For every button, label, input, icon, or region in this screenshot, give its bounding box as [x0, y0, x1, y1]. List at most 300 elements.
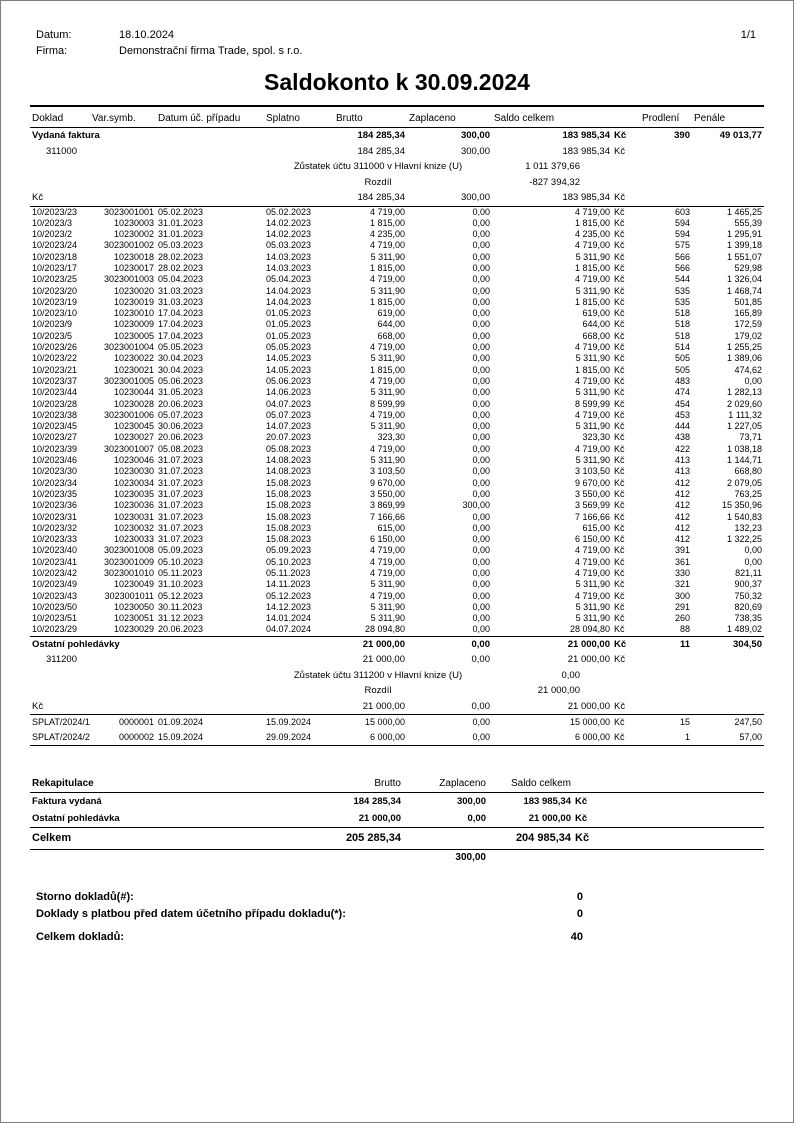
section-1-account-row: [30, 144, 764, 160]
recap-row-currency: Kč: [575, 813, 588, 825]
cell-penale: 2 029,60: [726, 398, 762, 409]
cell-splatno: 15.08.2023: [266, 477, 312, 488]
cell-currency: Kč: [614, 409, 625, 420]
cell-penale: 821,11: [735, 568, 762, 578]
cell-doklad: 10/2023/19: [32, 296, 78, 307]
cell-currency: Kč: [614, 568, 625, 578]
recap-row-label: Faktura vydaná: [32, 796, 102, 808]
invoice-row: [30, 319, 764, 330]
cell-prodleni: 544: [674, 274, 690, 285]
cell-penale: 900,37: [734, 579, 762, 590]
cell-doklad: 10/2023/38: [32, 409, 78, 420]
cell-brutto: 3 869,99: [369, 500, 405, 511]
invoice-row: [30, 206, 764, 218]
invoice-row: [30, 478, 764, 489]
cell-brutto: 4 719,00: [369, 240, 405, 251]
cell-brutto: 6 000,00: [369, 732, 405, 743]
table-header: [30, 106, 764, 128]
cell-splatno: 05.06.2023: [266, 375, 312, 386]
cell-penale: 501,85: [734, 296, 762, 307]
summary-zaplaceno: 0,00: [471, 638, 490, 650]
cell-currency: Kč: [614, 534, 625, 545]
cell-varsymb: 3023001009: [103, 556, 154, 567]
cell-doklad: 10/2023/10: [32, 308, 78, 319]
cell-brutto: 4 719,00: [369, 590, 405, 601]
cell-doklad: 10/2023/2: [32, 229, 73, 240]
cell-penale: 1 282,13: [726, 387, 762, 398]
cell-doklad: 10/2023/23: [32, 206, 78, 217]
cell-splatno: 05.09.2023: [266, 545, 312, 556]
cell-splatno: 14.03.2023: [266, 262, 312, 273]
cell-datum: 31.01.2023: [158, 229, 204, 240]
cell-datum: 30.04.2023: [158, 364, 204, 375]
recap-row: [30, 793, 764, 811]
cell-saldo: 5 311,90: [575, 251, 610, 262]
ledger-label: Zůstatek účtu 311000 v Hlavní knize (U): [293, 161, 463, 172]
cell-datum: 31.03.2023: [158, 285, 204, 296]
cell-brutto: 4 719,00: [369, 206, 405, 217]
cell-splatno: 14.01.2024: [266, 613, 312, 624]
cell-prodleni: 483: [674, 375, 690, 386]
invoice-row: [30, 579, 764, 590]
cell-currency: Kč: [614, 500, 625, 511]
invoice-row: [30, 512, 764, 523]
cell-prodleni: 15: [679, 717, 690, 728]
cell-brutto: 5 311,90: [370, 601, 405, 612]
invoice-row: [30, 624, 764, 636]
cell-currency: Kč: [614, 466, 625, 477]
section-1-diff-row: [30, 175, 764, 191]
cell-penale: 750,32: [734, 590, 762, 601]
cell-saldo: 4 719,00: [574, 590, 610, 601]
cell-currency: Kč: [614, 308, 625, 319]
cell-saldo: 4 719,00: [574, 274, 610, 285]
cell-datum: 05.05.2023: [158, 342, 204, 353]
cell-datum: 05.10.2023: [158, 556, 204, 567]
cell-prodleni: 412: [674, 511, 690, 522]
cell-prodleni: 505: [674, 353, 690, 364]
cell-brutto: 5 311,90: [370, 579, 405, 590]
cell-currency: Kč: [614, 398, 625, 409]
cell-varsymb: 3023001006: [103, 409, 154, 420]
cell-penale: 1 468,74: [726, 285, 762, 296]
cell-saldo: 3 569,99: [574, 500, 610, 511]
cell-brutto: 3 550,00: [369, 488, 405, 499]
cell-penale: 1 465,25: [726, 206, 762, 217]
ledger-label: Zůstatek účtu 311200 v Hlavní knize (U): [293, 669, 463, 681]
cell-splatno: 05.07.2023: [266, 409, 312, 420]
invoice-row: [30, 410, 764, 421]
cell-datum: 31.10.2023: [158, 579, 204, 590]
invoice-row: [30, 602, 764, 613]
cell-zaplaceno: 0,00: [472, 262, 490, 273]
cell-varsymb: 10230030: [113, 466, 154, 477]
cell-datum: 31.03.2023: [158, 296, 204, 307]
cell-brutto: 4 719,00: [369, 375, 405, 386]
cell-datum: 31.07.2023: [158, 466, 204, 477]
cell-brutto: 1 815,00: [369, 296, 405, 307]
cell-zaplaceno: 0,00: [472, 398, 490, 409]
cell-varsymb: 10230005: [113, 330, 154, 341]
cell-datum: 20.06.2023: [158, 624, 204, 635]
cell-saldo: 1 815,00: [574, 217, 610, 228]
cell-varsymb: 3023001010: [103, 568, 154, 578]
page-number: 1/1: [740, 29, 756, 41]
cell-varsymb: 10230034: [113, 477, 154, 488]
summary-zaplaceno: 300,00: [460, 130, 490, 141]
cell-splatno: 14.06.2023: [266, 387, 312, 398]
cell-prodleni: 391: [674, 545, 690, 556]
cell-currency: Kč: [614, 353, 625, 364]
cell-splatno: 14.04.2023: [266, 285, 312, 296]
cell-penale: 555,39: [734, 217, 762, 228]
recap-header-row: [30, 776, 764, 793]
cell-brutto: 3 103,50: [369, 466, 405, 477]
footer-stat-label: Doklady s platbou před datem účetního případu dokladu(*):: [36, 908, 346, 921]
cell-doklad: 10/2023/33: [32, 534, 78, 545]
cell-currency: Kč: [614, 330, 625, 341]
date-value: 18.10.2024: [119, 29, 175, 41]
recap-total-currency: Kč: [573, 828, 605, 850]
recap-col-zaplaceno: Zaplaceno: [403, 776, 488, 793]
cell-currency: Kč: [614, 732, 625, 743]
cell-varsymb: 10230036: [113, 500, 154, 511]
section-1-header-row: [30, 128, 764, 144]
cell-zaplaceno: 0,00: [472, 613, 490, 624]
cell-saldo: 4 719,00: [574, 342, 610, 353]
cell-currency: Kč: [614, 556, 625, 567]
cell-varsymb: 0000002: [118, 732, 154, 743]
cell-currency: Kč: [614, 624, 625, 635]
invoice-row: [30, 240, 764, 251]
cell-currency: Kč: [614, 421, 625, 432]
cell-saldo: 4 719,00: [574, 545, 610, 556]
cell-penale: 1 489,02: [726, 624, 762, 635]
cell-splatno: 14.04.2023: [266, 296, 312, 307]
cell-currency: Kč: [614, 613, 625, 624]
footer-stat-label: Celkem dokladů:: [36, 931, 125, 944]
cell-zaplaceno: 0,00: [472, 717, 490, 728]
cell-prodleni: 422: [674, 443, 690, 454]
cell-zaplaceno: 0,00: [472, 409, 490, 420]
cell-penale: 172,59: [734, 319, 762, 330]
cell-currency: Kč: [614, 229, 625, 240]
meta-row-company: [36, 43, 764, 59]
cell-saldo: 7 166,66: [574, 511, 610, 522]
cell-currency: Kč: [614, 285, 625, 296]
cell-penale: 474,62: [734, 364, 762, 375]
cell-brutto: 4 719,00: [369, 443, 405, 454]
summary-brutto: 184 285,34: [357, 130, 405, 141]
recap-row-saldo: 21 000,00: [528, 813, 571, 825]
section-2-summary: [30, 636, 764, 715]
col-currency: [612, 106, 640, 128]
invoice-row: [30, 331, 764, 342]
account-brutto: 184 285,34: [357, 145, 405, 157]
cell-saldo: 4 719,00: [574, 409, 610, 420]
receivable-row: [30, 715, 764, 731]
summary-prodleni: 11: [679, 638, 690, 650]
cell-brutto: 323,30: [377, 432, 405, 443]
cell-prodleni: 361: [674, 556, 690, 567]
cell-varsymb: 10230009: [113, 319, 154, 330]
cell-zaplaceno: 0,00: [472, 556, 490, 567]
cell-currency: Kč: [614, 590, 625, 601]
cell-penale: 0,00: [744, 375, 762, 386]
cell-currency: Kč: [614, 717, 625, 728]
cell-saldo: 5 311,90: [575, 285, 610, 296]
cell-datum: 17.04.2023: [158, 330, 204, 341]
invoice-row: [30, 308, 764, 319]
account-currency: Kč: [614, 654, 626, 666]
cell-splatno: 05.08.2023: [266, 443, 312, 454]
invoice-row: [30, 466, 764, 477]
cell-currency: Kč: [614, 274, 625, 285]
cell-splatno: 15.08.2023: [266, 511, 312, 522]
cell-penale: 1 295,91: [726, 229, 762, 240]
cell-splatno: 05.05.2023: [266, 342, 312, 353]
account-saldo: 21 000,00: [567, 654, 610, 666]
cell-doklad: 10/2023/18: [32, 251, 78, 262]
cell-doklad: 10/2023/34: [32, 477, 78, 488]
cell-zaplaceno: 0,00: [472, 217, 490, 228]
cell-currency: Kč: [614, 601, 625, 612]
footer-stat-value: 0: [576, 908, 583, 921]
cell-datum: 15.09.2024: [158, 732, 204, 743]
cell-doklad: 10/2023/27: [32, 432, 78, 443]
cell-splatno: 14.07.2023: [266, 421, 312, 432]
recap-rows: [30, 793, 764, 828]
cell-doklad: 10/2023/35: [32, 488, 78, 499]
invoice-row: [30, 557, 764, 568]
cell-zaplaceno: 0,00: [472, 364, 490, 375]
cell-brutto: 4 719,00: [369, 545, 405, 556]
footer-stat-label: Storno dokladů(#):: [36, 891, 134, 904]
cell-saldo: 5 311,90: [575, 579, 610, 590]
cell-zaplaceno: 0,00: [472, 353, 490, 364]
cell-datum: 31.07.2023: [158, 534, 204, 545]
section-1-total-row: [30, 190, 764, 206]
summary-saldo: 21 000,00: [567, 638, 610, 650]
cell-saldo: 5 311,90: [575, 455, 610, 466]
cell-penale: 0,00: [744, 545, 762, 556]
account-brutto: 21 000,00: [362, 654, 405, 666]
recap-total: [30, 828, 764, 866]
col-saldo: Saldo celkem: [492, 106, 612, 128]
cell-datum: 17.04.2023: [158, 308, 204, 319]
cell-splatno: 14.12.2023: [266, 601, 312, 612]
saldokonto-table: [30, 105, 764, 746]
section-2-rows: [30, 715, 764, 746]
cell-splatno: 14.05.2023: [266, 364, 312, 375]
cell-splatno: 15.08.2023: [266, 522, 312, 533]
invoice-row: [30, 365, 764, 376]
cell-zaplaceno: 0,00: [472, 488, 490, 499]
col-varsymb: Var.symb.: [90, 106, 156, 128]
cell-brutto: 7 166,66: [369, 511, 405, 522]
cell-penale: 165,89: [734, 308, 762, 319]
recap-row-saldo: 183 985,34: [523, 796, 571, 808]
invoice-row: [30, 591, 764, 602]
cell-zaplaceno: 0,00: [472, 455, 490, 466]
cell-prodleni: 444: [674, 421, 690, 432]
cell-datum: 28.02.2023: [158, 262, 204, 273]
cell-splatno: 04.07.2024: [266, 624, 312, 635]
cell-prodleni: 514: [674, 342, 690, 353]
total-brutto: 21 000,00: [362, 700, 405, 712]
cell-prodleni: 412: [674, 534, 690, 545]
total-currency: Kč: [614, 192, 626, 203]
recap-row-brutto: 184 285,34: [353, 796, 401, 808]
cell-varsymb: 10230018: [113, 251, 154, 262]
cell-doklad: 10/2023/39: [32, 443, 78, 454]
cell-prodleni: 518: [674, 308, 690, 319]
cell-zaplaceno: 0,00: [472, 522, 490, 533]
cell-penale: 1 389,06: [726, 353, 762, 364]
cell-varsymb: 3023001011: [104, 590, 154, 601]
cell-varsymb: 10230003: [113, 217, 154, 228]
invoice-row: [30, 353, 764, 364]
cell-doklad: SPLAT/2024/1: [32, 717, 90, 728]
cell-penale: 529,98: [734, 262, 762, 273]
account-number: 311000: [46, 145, 77, 157]
invoice-row: [30, 500, 764, 511]
cell-saldo: 644,00: [582, 319, 610, 330]
cell-prodleni: 566: [674, 262, 690, 273]
cell-zaplaceno: 0,00: [472, 432, 490, 443]
cell-penale: 1 399,18: [726, 240, 762, 251]
cell-prodleni: 413: [674, 466, 690, 477]
recap-col-brutto: Brutto: [260, 776, 403, 793]
cell-doklad: 10/2023/36: [32, 500, 78, 511]
cell-varsymb: 3023001004: [103, 342, 154, 353]
invoice-row: [30, 263, 764, 274]
cell-zaplaceno: 0,00: [472, 545, 490, 556]
cell-datum: 20.06.2023: [158, 398, 204, 409]
cell-splatno: 14.11.2023: [266, 579, 311, 590]
cell-varsymb: 10230029: [113, 624, 154, 635]
recap-row-brutto: 21 000,00: [358, 813, 401, 825]
cell-zaplaceno: 0,00: [472, 601, 490, 612]
cell-doklad: 10/2023/17: [32, 262, 78, 273]
cell-doklad: 10/2023/20: [32, 285, 78, 296]
section-2-account-row: [30, 652, 764, 668]
cell-splatno: 20.07.2023: [266, 432, 312, 443]
cell-penale: 738,35: [734, 613, 762, 624]
date-label: Datum:: [36, 29, 72, 41]
recap-header: [30, 776, 764, 793]
recap-total-paid-row: [30, 850, 764, 866]
cell-currency: Kč: [614, 364, 625, 375]
diff-label: Rozdíl: [364, 176, 392, 188]
cell-doklad: 10/2023/41: [32, 556, 78, 567]
footer-stat-row: [36, 929, 764, 946]
report-title: Saldokonto k 30.09.2024: [264, 69, 530, 95]
cell-varsymb: 10230044: [113, 387, 154, 398]
cell-saldo: 4 719,00: [574, 240, 610, 251]
cell-zaplaceno: 0,00: [472, 466, 490, 477]
cell-varsymb: 10230046: [113, 455, 154, 466]
cell-splatno: 05.02.2023: [266, 206, 312, 217]
cell-doklad: 10/2023/26: [32, 342, 78, 353]
cell-prodleni: 454: [674, 398, 690, 409]
recap-table: [30, 776, 764, 865]
cell-datum: 05.08.2023: [158, 443, 204, 454]
total-currency: Kč: [614, 700, 626, 712]
cell-varsymb: 10230045: [113, 421, 154, 432]
col-doklad: Doklad: [30, 106, 90, 128]
cell-currency: Kč: [614, 432, 625, 443]
cell-datum: 20.06.2023: [158, 432, 204, 443]
cell-doklad: 10/2023/31: [32, 511, 78, 522]
cell-saldo: 4 719,00: [574, 206, 610, 217]
cell-varsymb: 10230002: [113, 229, 154, 240]
cell-brutto: 615,00: [377, 522, 405, 533]
cell-varsymb: 10230035: [113, 488, 154, 499]
cell-currency: Kč: [614, 387, 625, 398]
cell-splatno: 29.09.2024: [266, 732, 312, 743]
recap-total-row: [30, 828, 764, 850]
recap-title: Rekapitulace: [30, 776, 260, 793]
cell-splatno: 14.02.2023: [266, 229, 312, 240]
cell-penale: 1 111,32: [728, 409, 762, 420]
recap-row-zaplaceno: 300,00: [456, 796, 486, 808]
cell-zaplaceno: 0,00: [472, 534, 490, 545]
footer-stat-value: 40: [570, 931, 583, 944]
cell-datum: 17.04.2023: [158, 319, 204, 330]
recap-row-currency: Kč: [575, 796, 588, 808]
ledger-value: 0,00: [561, 669, 580, 681]
cell-doklad: 10/2023/50: [32, 601, 78, 612]
cell-splatno: 05.04.2023: [266, 274, 312, 285]
cell-saldo: 5 311,90: [575, 353, 610, 364]
cell-zaplaceno: 0,00: [472, 443, 490, 454]
recap-row-label: Ostatní pohledávka: [32, 813, 120, 825]
cell-zaplaceno: 0,00: [472, 421, 490, 432]
section-1-ledger-row: [30, 159, 764, 175]
cell-splatno: 14.05.2023: [266, 353, 312, 364]
cell-penale: 2 079,05: [726, 477, 762, 488]
meta-row-date: [36, 27, 764, 43]
diff-value: -827 394,32: [529, 176, 580, 188]
invoice-row: [30, 342, 764, 353]
cell-zaplaceno: 0,00: [472, 590, 490, 601]
cell-splatno: 04.07.2023: [266, 398, 312, 409]
total-brutto: 184 285,34: [357, 192, 405, 203]
invoice-row: [30, 376, 764, 387]
cell-brutto: 5 311,90: [370, 251, 405, 262]
cell-currency: Kč: [614, 375, 625, 386]
cell-currency: Kč: [614, 262, 625, 273]
cell-brutto: 1 815,00: [369, 364, 405, 375]
cell-brutto: 5 311,90: [370, 353, 405, 364]
cell-prodleni: 88: [679, 624, 690, 635]
cell-datum: 31.07.2023: [158, 488, 204, 499]
invoice-row: [30, 523, 764, 534]
cell-zaplaceno: 0,00: [472, 296, 490, 307]
cell-doklad: 10/2023/43: [32, 590, 78, 601]
cell-splatno: 14.03.2023: [266, 251, 312, 262]
invoice-row: [30, 399, 764, 410]
cell-currency: Kč: [614, 342, 625, 353]
cell-zaplaceno: 0,00: [472, 308, 490, 319]
section-1-summary: [30, 128, 764, 207]
invoice-row: [30, 534, 764, 545]
cell-varsymb: 3023001001: [103, 206, 154, 217]
cell-prodleni: 566: [674, 251, 690, 262]
cell-doklad: 10/2023/9: [32, 319, 73, 330]
cell-varsymb: 10230020: [113, 285, 154, 296]
